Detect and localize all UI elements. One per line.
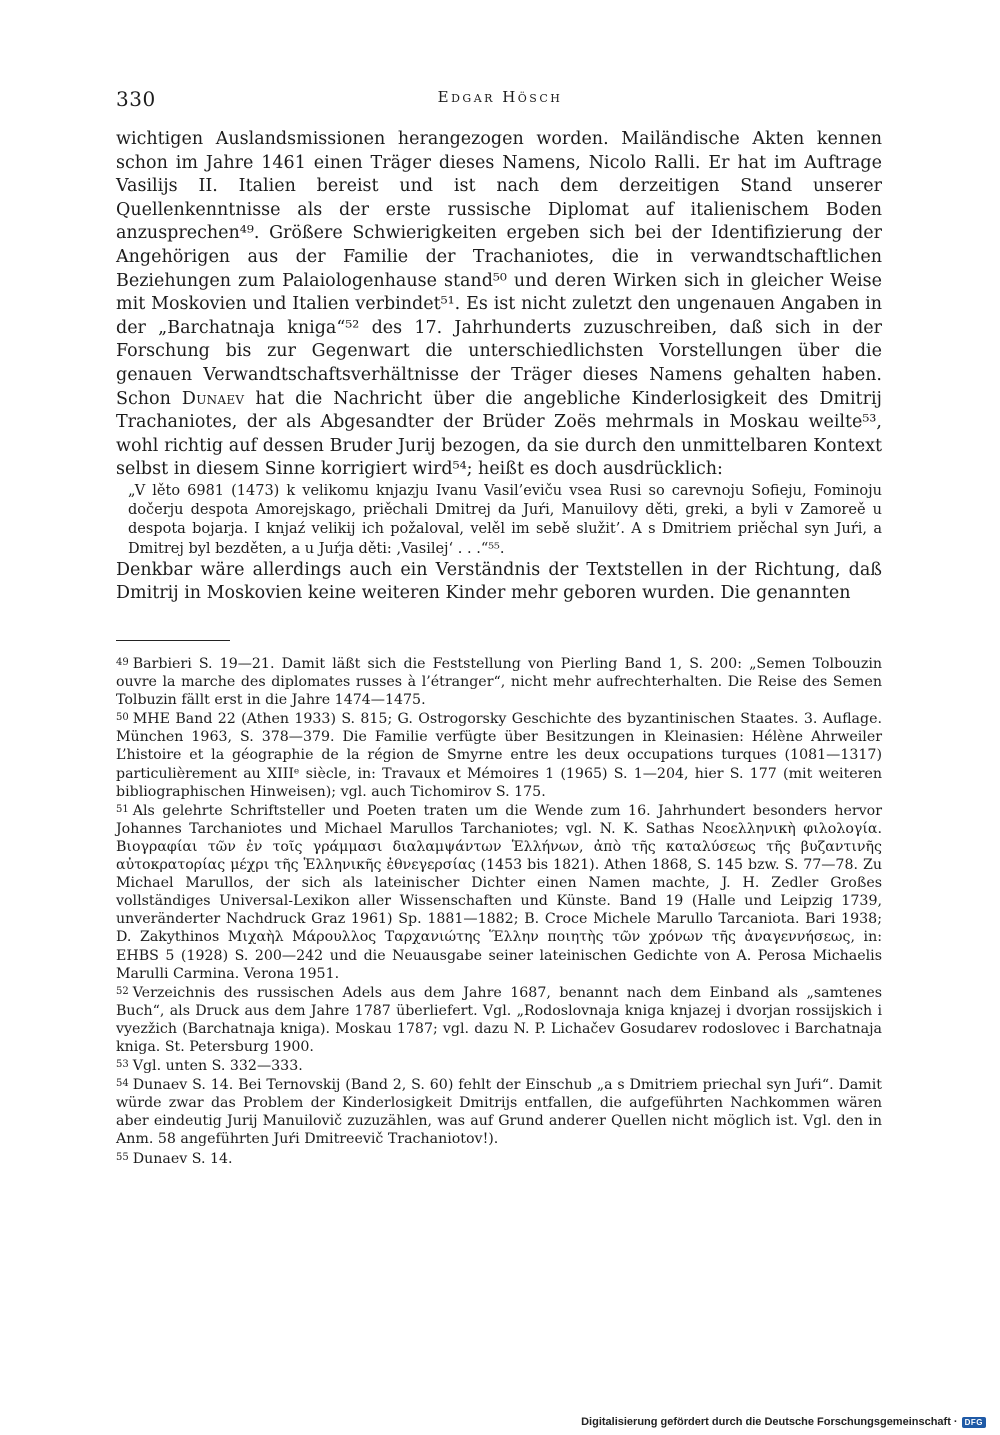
footnote-text: Barbieri S. 19—21. Damit läßt sich die Feststellung von Pierling Band 1, S. 200: „Semen Tolbouzin ouvre la marche des diplomates russes à l’étranger“, nicht mehr aufrechterhalten. Die Reise des Semen Tolbuzin fällt erst in die Jahre 1474—1475.	[116, 656, 882, 709]
footnote	[116, 801, 882, 983]
paragraph-text: hat die Nachricht über die angebliche Kinderlosigkeit des Dmitrij Trachaniotes, der als Abgesandter der Brüder Zoës mehrmals in Moskau weilte⁵³, wohl richtig auf dessen Bruder Jurij bezogen, da sie durch den unmittelbaren Kontext selbst in diesem Sinne korrigiert wird⁵⁴; heißt es doch ausdrücklich:	[116, 388, 882, 480]
page-number: 330	[116, 87, 156, 111]
footnote	[116, 983, 882, 1056]
footnote-text: Als gelehrte Schriftsteller und Poeten traten um die Wende zum 16. Jahrhundert besonders hervor Johannes Tarchaniotes und Michael Marullos Tarchaniotes; vgl. N. K. Sathas Νεοελληνικὴ φιλολογία. Βιογραφίαι τῶν ἐν τοῖς γράμμασι διαλαμψάντων Ἑλλήνων, ἀπὸ τῆς καταλύσεως τῆς βυζαντινῆς αὐτοκρατορίας μέχρι τῆς Ἑλληνικῆς ἐθνεγερσίας (1453 bis 1821). Athen 1868, S. 145 bzw. S. 77—78. Zu Michael Marullos, der sich als lateinischer Dichter einen Namen machte, J. H. Zedler Großes vollständiges Universal-Lexikon aller Wissenschaften und Künste. Band 19 (Halle und Leipzig 1739, unveränderter Nachdruck Graz 1961) Sp. 1881—1882; B. Croce Michele Marullo Tarcaniota. Bari 1938; D. Zakythinos Μιχαὴλ Μάρουλλος Ταρχανιώτης Ἕλλην ποιητὴς τῶν χρόνων τῆς ἀναγεννήσεως, in: EHBS 5 (1928) S. 200—242 und die Neuausgabe seiner lateinischen Gedichte von A. Perosa Michaelis Marulli Carmina. Verona 1951.	[116, 802, 882, 982]
footer-text: Digitalisierung gefördert durch die Deutsche Forschungsgemeinschaft ·	[581, 1416, 958, 1428]
footnote-number: 51	[116, 803, 129, 815]
footnotes	[116, 654, 882, 1168]
paragraph-text: wichtigen Auslandsmissionen herangezogen worden. Mailändische Akten kennen schon im Jahre 1461 einen Träger dieses Namens, Nicolo Ralli. Er hat im Auftrage Vasilijs II. Italien bereist und ist nach dem derzeitigen Stand unserer Quellenkenntnisse als der erste russische Diplomat auf italienischem Boden anzusprechen⁴⁹. Größere Schwierigkeiten ergeben sich bei der Identifizierung der Angehörigen aus der Familie der Trachaniotes, die in verwandtschaftlichen Beziehungen zum Palaiologenhause stand⁵⁰ und deren Wirken sich in gleicher Weise mit Moskovien und Italien verbindet⁵¹. Es ist nicht zuletzt den ungenauen Angaben in der „Barchatnaja kniga“⁵² des 17. Jahrhunderts zuzuschreiben, daß sich in der Forschung bis zur Gegenwart die unterschiedlichsten Vorstellungen über die genauen Verwandtschaftsverhältnisse der Träger dieses Namens gehalten haben. Schon	[116, 129, 882, 409]
footnote-text: Dunaev S. 14.	[132, 1150, 233, 1167]
footnote-number: 50	[116, 712, 129, 724]
footnote	[116, 709, 882, 800]
footnote-number: 54	[116, 1078, 129, 1090]
footnote	[116, 1149, 882, 1168]
footnote-text: Vgl. unten S. 332—333.	[132, 1058, 303, 1075]
footnote-text: Verzeichnis des russischen Adels aus dem Jahre 1687, benannt nach dem Einband als „samtenes Buch“, als Druck aus dem Jahre 1787 überliefert. Vgl. „Rodoslovnaja kniga knjazej i dvorjan rossijskich i vyezžich (Barchatnaja kniga). Moskau 1787; vgl. dazu N. P. Lichačev Gosudarev rodoslovec i Barchatnaja kniga. St. Petersburg 1900.	[116, 984, 882, 1055]
footnote-number: 52	[116, 985, 129, 997]
footnote-text: Dunaev S. 14. Bei Ternovskij (Band 2, S. 60) fehlt der Einschub „a s Dmitriem priechal syn Juŕi“. Damit würde zwar das Problem der Kinderlosigkeit Dmitrijs entfallen, die aufgeführten Nachkommen wären aber eindeutig Jurij Manuilovič zuzuzählen, was auf Grund anderer Quellen nicht möglich ist. Vgl. den in Anm. 58 angeführten Juŕi Dmitreevič Trachaniotov!).	[116, 1077, 882, 1148]
footnote-divider	[116, 640, 230, 641]
main-text	[116, 128, 882, 606]
footnote-text: MHE Band 22 (Athen 1933) S. 815; G. Ostrogorsky Geschichte des byzantinischen Staates. 3. Auflage. München 1963, S. 378—379. Die Familie verfügte über Besitzungen in Kleinasien: Hélène Ahrweiler L’histoire et la géographie de la région de Smyrne entre les deux occupations turques (1081—1317) particulièrement au XIIIᵉ siècle, in: Travaux et Mémoires 1 (1965) S. 1—204, hier S. 177 (mit weiteren bibliographischen Hinweisen); vgl. auch Tichomirov S. 175.	[116, 711, 882, 800]
footnote-number: 55	[116, 1151, 129, 1163]
body-paragraph: Denkbar wäre allerdings auch ein Verständnis der Textstellen in der Richtung, daß Dmitrij in Moskovien keine weiteren Kinder mehr geboren wurden. Die genannten	[116, 559, 882, 604]
digitization-footer	[581, 1416, 986, 1428]
body-paragraph	[116, 128, 882, 482]
author-name: Dunaev	[181, 388, 245, 409]
dfg-logo-icon: DFG	[962, 1417, 986, 1428]
footnote	[116, 654, 882, 709]
block-quote: „V lěto 6981 (1473) k velikomu knjazju Ivanu Vasil’eviču vsea Rusi so carevnoju Sofieju, Fominoju dočerju despota Amorejskago, priěchali Dmitrej da Juŕi, Manuilovy děti, greki, a byli v Zamoreě u despota bojarja. I knjaź velikij ich požaloval, velěl im sebě služit’. A s Dmitriem priěchal syn Juŕi, a Dmitrej byl bezděten, a u Juŕja děti: ‚Vasilej‘ . . .“⁵⁵.	[128, 482, 882, 557]
footnote-number: 49	[116, 657, 129, 668]
footnote	[116, 1075, 882, 1148]
running-head: Edgar Hösch	[437, 88, 563, 106]
footnote	[116, 1056, 882, 1075]
footnote-number: 53	[116, 1059, 129, 1071]
